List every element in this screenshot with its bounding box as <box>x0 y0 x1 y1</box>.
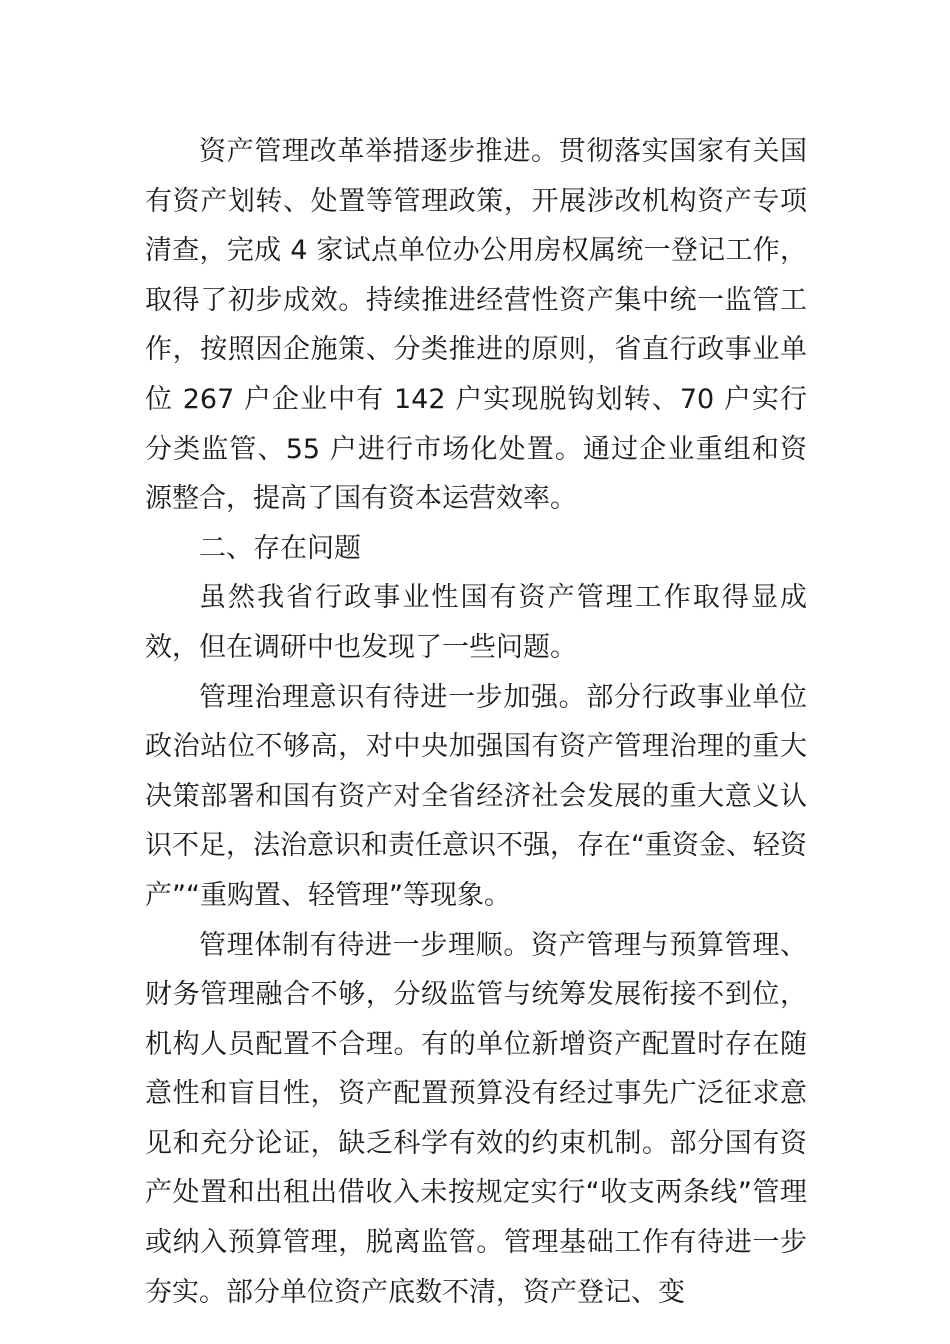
paragraph-governance-awareness: 管理治理意识有待进一步加强。部分行政事业单位政治站位不够高，对中央加强国有资产管理治理的重大决策部署和国有资产对全省经济社会发展的重大意义认识不足，法治意识和责任意识不强，存在“重资金、轻资产”“重购置、轻管理”等现象。 <box>145 681 807 911</box>
section-heading-existing-problems: 二、存在问题 <box>199 532 361 564</box>
paragraph-problems-intro: 虽然我省行政事业性国有资产管理工作取得显成效，但在调研中也发现了一些问题。 <box>145 582 807 663</box>
paragraph-asset-reform: 资产管理改革举措逐步推进。贯彻落实国家有关国有资产划转、处置等管理政策，开展涉改机构资产专项清查，完成 4 家试点单位办公用房权属统一登记工作，取得了初步成效。持续推进经营性资产集中统一监管工作，按照因企施策、分类推进的原则，省直行政事业单位 267 户企业中有 142 户实现脱钩划转、70 户实行分类监管、55 户进行市场化处置。通过企业重组和资源整合，提高了国有资本运营效率。 <box>145 136 807 515</box>
document-body <box>145 127 807 1317</box>
paragraph-management-system: 管理体制有待进一步理顺。资产管理与预算管理、财务管理融合不够，分级监管与统筹发展衔接不到位，机构人员配置不合理。有的单位新增资产配置时存在随意性和盲目性，资产配置预算没有经过事先广泛征求意见和充分论证，缺乏科学有效的约束机制。部分国有资产处置和出租出借收入未按规定实行“收支两条线”管理或纳入预算管理，脱离监管。管理基础工作有待进一步夯实。部分单位资产底数不清，资产登记、变 <box>145 929 807 1308</box>
